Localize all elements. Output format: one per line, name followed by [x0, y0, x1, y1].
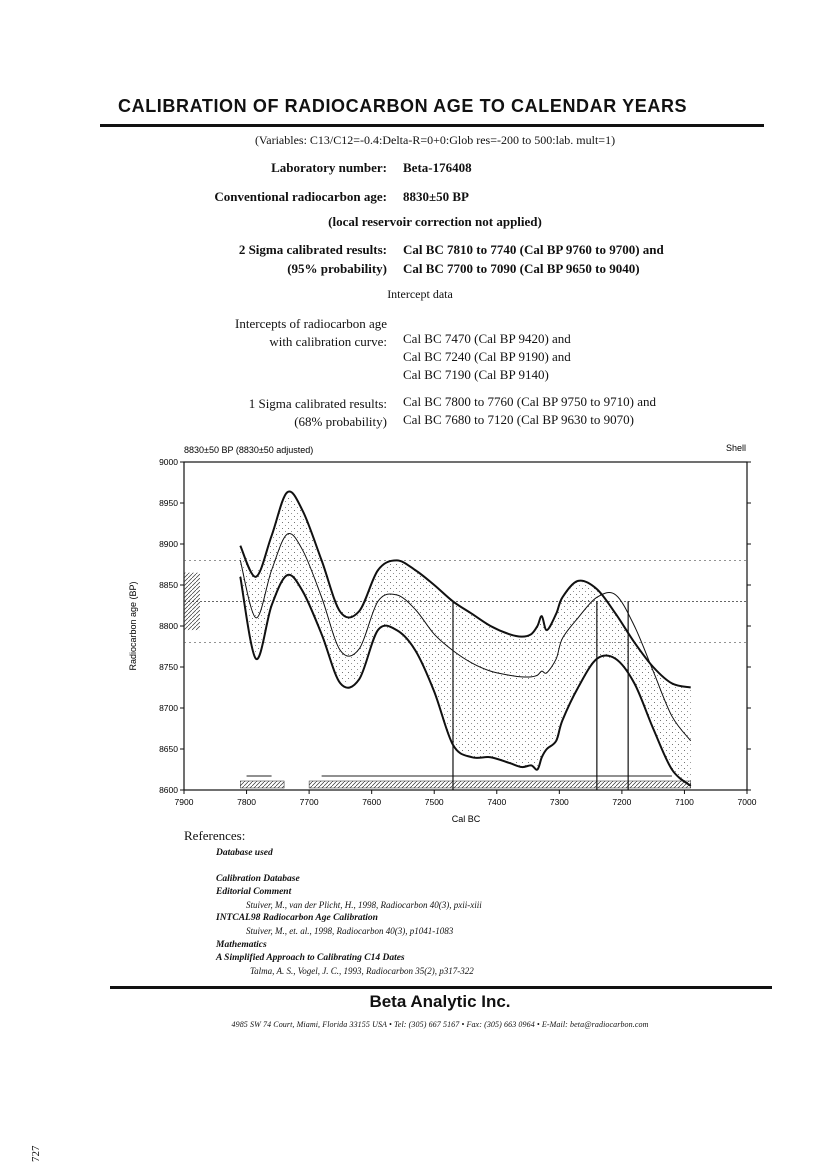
y-axis-label: Radiocarbon age (BP) — [128, 581, 138, 671]
footer-address: 4985 SW 74 Court, Miami, Florida 33155 USA • Tel: (305) 667 5167 • Fax: (305) 663 0964 • E-Mail: beta@radiocarbon.com — [231, 1020, 649, 1029]
two-sigma-line-1: Cal BC 7810 to 7740 (Cal BP 9760 to 9700) and — [403, 242, 664, 257]
database-used: Database used — [216, 848, 273, 858]
x-tick-label-6: 7300 — [549, 797, 569, 807]
y-tick-label-8: 8600 — [159, 785, 178, 795]
y-tick-label-4: 8800 — [159, 621, 178, 631]
approach-reference: Talma, A. S., Vogel, J. C., 1993, Radiocarbon 35(2), p317-322 — [250, 966, 474, 976]
lab-number-label: Laboratory number: — [271, 160, 387, 175]
calibration-band — [240, 492, 690, 786]
y-tick-label-1: 8950 — [159, 498, 178, 508]
footer-rule — [110, 986, 772, 989]
range-2sigma-1 — [309, 781, 691, 788]
x-axis-label: Cal BC — [451, 814, 481, 824]
y-tick-label-5: 8750 — [159, 662, 178, 672]
intercepts-label-2: with calibration curve: — [269, 334, 387, 349]
one-sigma-probability: (68% probability) — [294, 414, 387, 429]
x-tick-label-9: 7000 — [737, 797, 757, 807]
approach-title: A Simplified Approach to Calibrating C14 Dates — [216, 953, 405, 963]
chart-corner-label: Shell — [725, 443, 746, 453]
y-tick-label-6: 8700 — [159, 703, 178, 713]
two-sigma-label: 2 Sigma calibrated results: — [238, 242, 387, 257]
intercepts-line-1: Cal BC 7470 (Cal BP 9420) and — [403, 331, 571, 346]
editorial-reference: Stuiver, M., van der Plicht, H., 1998, Radiocarbon 40(3), pxii-xiii — [246, 900, 482, 910]
calibration-chart — [120, 438, 770, 830]
y-tick-label-3: 8850 — [159, 580, 178, 590]
x-tick-label-2: 7700 — [299, 797, 319, 807]
x-tick-label-0: 7900 — [174, 797, 194, 807]
conventional-age-value: 8830±50 BP — [403, 189, 469, 204]
x-tick-label-4: 7500 — [424, 797, 444, 807]
calibration-database: Calibration Database — [216, 874, 300, 884]
x-tick-label-7: 7200 — [612, 797, 632, 807]
mathematics-heading: Mathematics — [216, 940, 267, 950]
x-tick-label-8: 7100 — [674, 797, 694, 807]
page-stamp: 727 — [30, 1145, 42, 1162]
range-2sigma-0 — [240, 781, 284, 788]
one-sigma-line-1: Cal BC 7800 to 7760 (Cal BP 9750 to 9710) and — [403, 394, 657, 409]
page-title: CALIBRATION OF RADIOCARBON AGE TO CALENDAR YEARS — [118, 96, 688, 116]
lab-number-value: Beta-176408 — [403, 160, 472, 175]
chart-title: 8830±50 BP (8830±50 adjusted) — [184, 445, 314, 455]
y-tick-label-0: 9000 — [159, 457, 178, 467]
editorial-comment: Editorial Comment — [216, 887, 292, 897]
title-rule — [100, 124, 764, 127]
x-tick-label-5: 7400 — [487, 797, 507, 807]
y-tick-label-7: 8650 — [159, 744, 178, 754]
conventional-age-label: Conventional radiocarbon age: — [214, 189, 387, 204]
two-sigma-line-2: Cal BC 7700 to 7090 (Cal BP 9650 to 9040) — [403, 261, 640, 276]
intercept-heading: Intercept data — [387, 287, 453, 301]
x-tick-label-3: 7600 — [362, 797, 382, 807]
y-tick-label-2: 8900 — [159, 539, 178, 549]
intercepts-line-2: Cal BC 7240 (Cal BP 9190) and — [403, 349, 571, 364]
reservoir-note: (local reservoir correction not applied) — [328, 214, 542, 229]
two-sigma-probability: (95% probability) — [287, 261, 387, 276]
references-heading: References: — [184, 828, 246, 843]
one-sigma-label: 1 Sigma calibrated results: — [248, 396, 387, 411]
one-sigma-line-2: Cal BC 7680 to 7120 (Cal BP 9630 to 9070) — [403, 412, 634, 427]
intercepts-line-3: Cal BC 7190 (Cal BP 9140) — [403, 367, 549, 382]
variables-line: (Variables: C13/C12=-0.4:Delta-R=0+0:Glob res=-200 to 500:lab. mult=1) — [254, 133, 616, 147]
intcal-reference: Stuiver, M., et. al., 1998, Radiocarbon 40(3), p1041-1083 — [246, 926, 454, 936]
intercepts-label-1: Intercepts of radiocarbon age — [235, 316, 387, 331]
footer-company: Beta Analytic Inc. — [369, 992, 511, 1011]
intcal-title: INTCAL98 Radiocarbon Age Calibration — [216, 913, 378, 923]
x-tick-label-1: 7800 — [237, 797, 257, 807]
